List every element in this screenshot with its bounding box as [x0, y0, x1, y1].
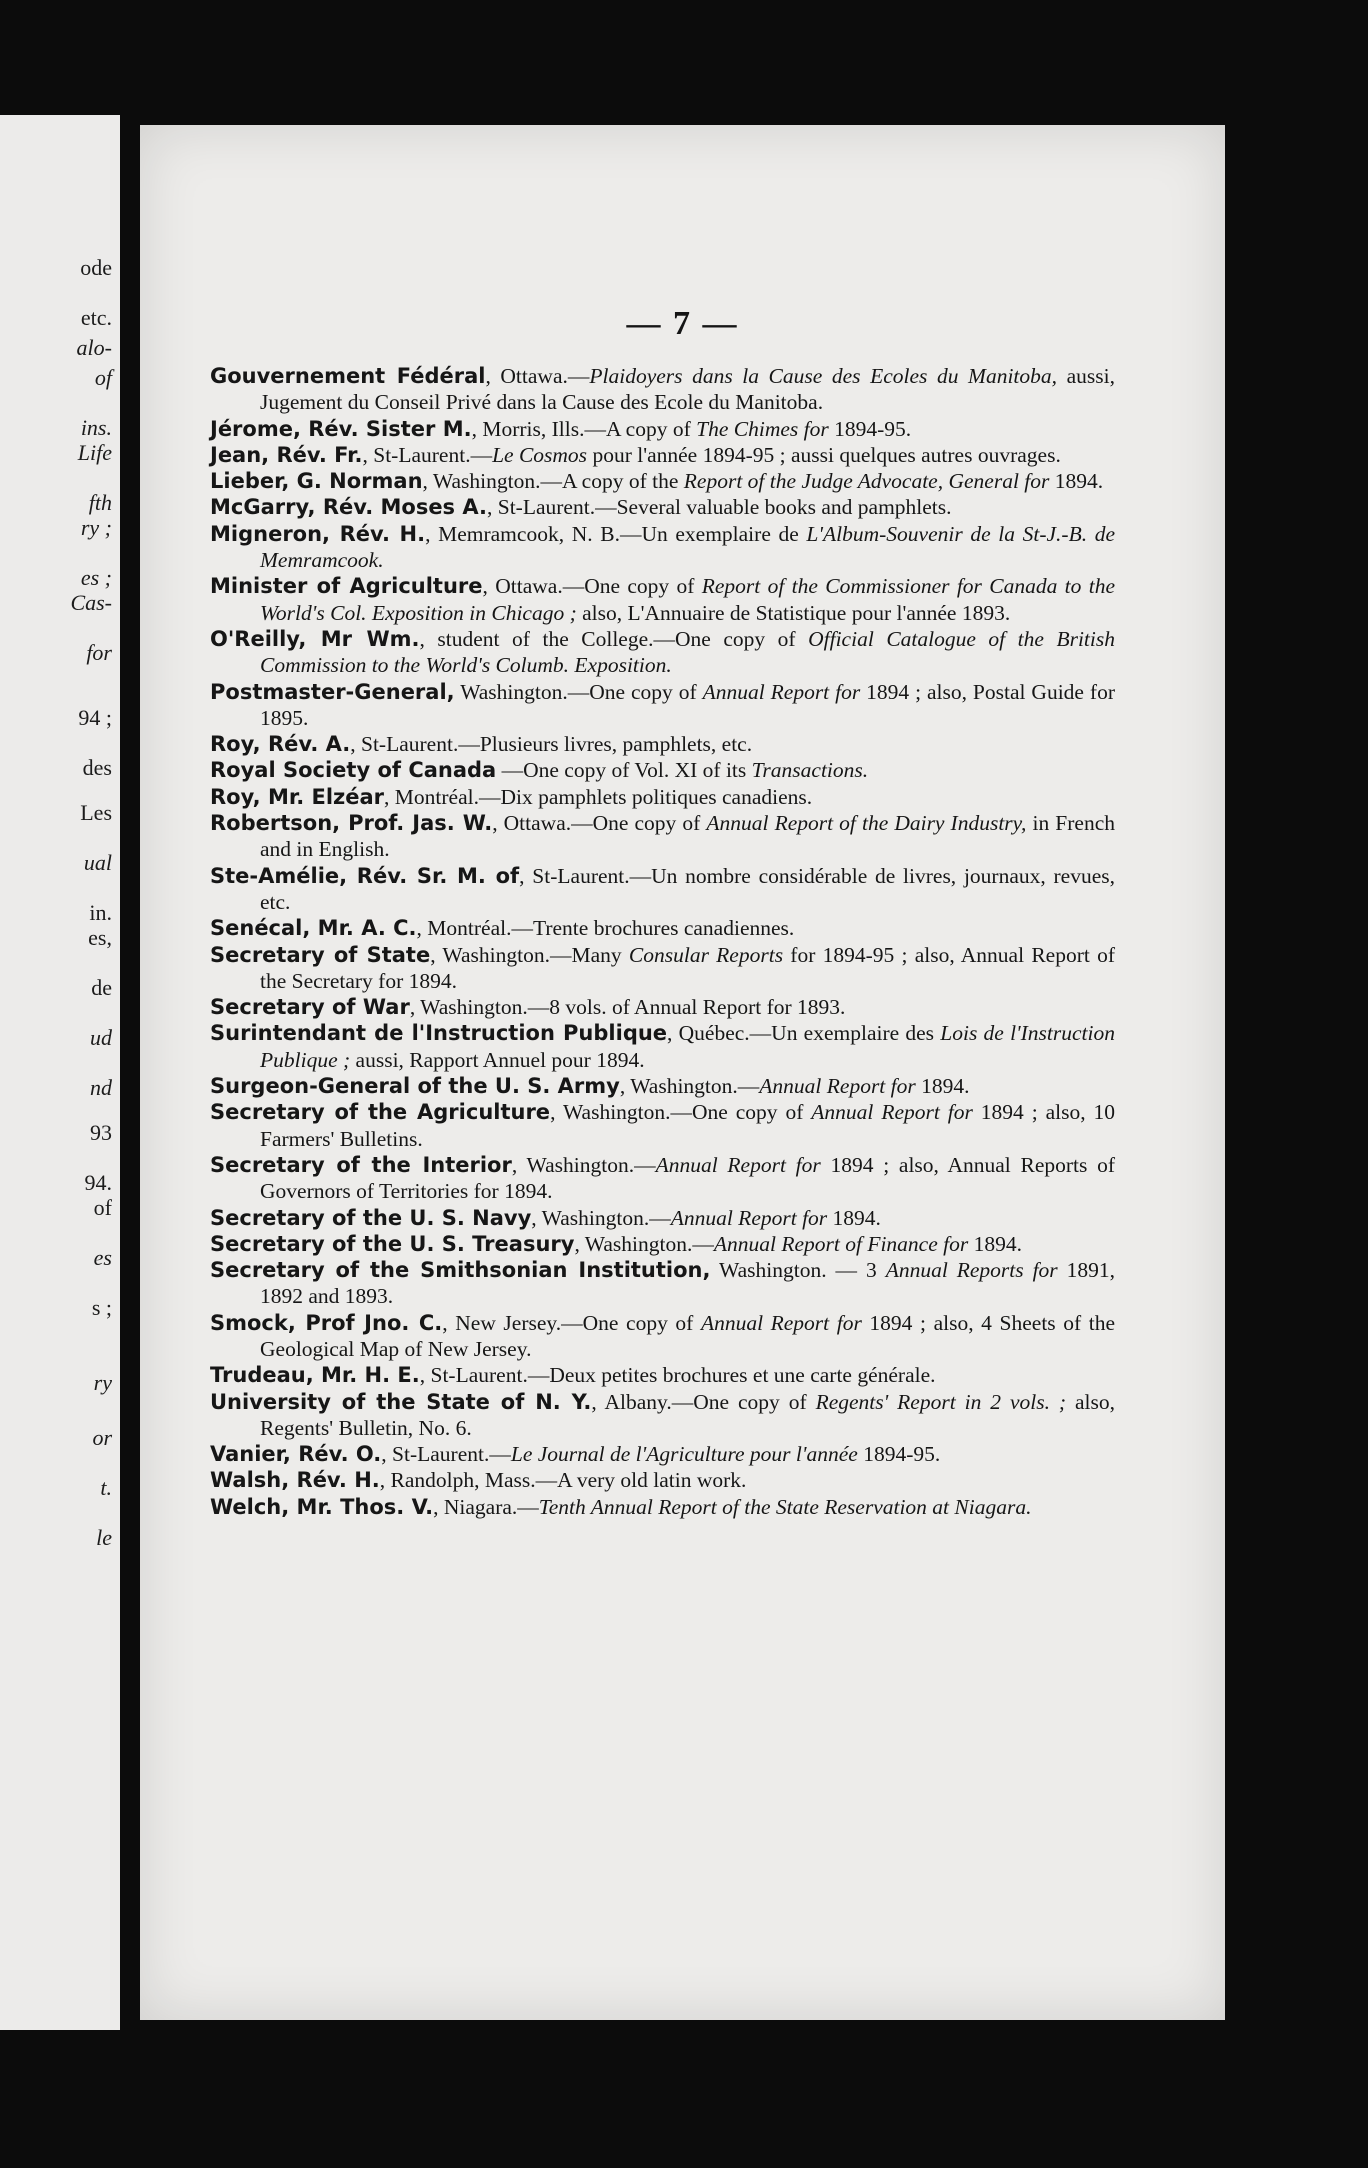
page — [140, 125, 1225, 2020]
entry-detail: , Washington.— — [574, 1231, 714, 1256]
entry-name: Welch, Mr. Thos. V. — [210, 1494, 434, 1519]
donor-list — [210, 363, 1115, 1520]
margin-fragment: ry ; — [80, 515, 112, 540]
entry-name: Royal Society of Canada — [210, 758, 497, 783]
donor-entry — [210, 1494, 1115, 1520]
margin-fragment: ud — [90, 1025, 112, 1050]
entry-work: Annual Report for — [700, 1310, 862, 1335]
entry-work: Annual Report for — [702, 679, 861, 704]
margin-fragment: Les — [80, 800, 112, 825]
entry-name: Smock, Prof Jno. C. — [210, 1310, 443, 1335]
entry-work: Transactions. — [751, 758, 869, 783]
entry-name: Secretary of the Agriculture — [210, 1100, 551, 1125]
entry-detail: Washington.—One copy of — [454, 679, 703, 704]
entry-detail: , Niagara.— — [433, 1494, 539, 1519]
entry-detail: Washington. — 3 — [710, 1258, 886, 1283]
margin-fragment: le — [96, 1525, 112, 1550]
donor-entry — [210, 1257, 1115, 1310]
entry-name: Secretary of the U. S. Treasury — [210, 1231, 575, 1256]
entry-rest: pour l'année 1894-95 ; aussi quelques autres ouvrages. — [587, 442, 1061, 467]
entry-work: The Chimes for — [696, 416, 829, 441]
entry-name: Secretary of State — [210, 942, 431, 967]
entry-rest: 1894 ; also, 4 Sheets of the Geological Map of New Jersey. — [260, 1310, 1116, 1361]
entry-detail: , St-Laurent.—Plusieurs livres, pamphlets, etc. — [350, 732, 753, 757]
entry-detail: , Washington.— — [619, 1074, 760, 1099]
entry-work: Regents' Report in 2 vols. ; — [815, 1389, 1067, 1414]
donor-entry — [210, 521, 1115, 574]
entry-rest: 1894-95. — [828, 416, 912, 441]
donor-entry — [210, 1231, 1115, 1257]
entry-detail: , Montréal.—Dix pamphlets politiques canadiens. — [384, 784, 813, 809]
donor-entry — [210, 442, 1115, 468]
entry-detail: , Montréal.—Trente brochures canadiennes. — [416, 916, 795, 941]
margin-fragment: 94. — [84, 1170, 112, 1195]
donor-entry — [210, 1020, 1115, 1073]
donor-entry — [210, 416, 1115, 442]
margin-fragment: or — [92, 1425, 112, 1450]
page-number: — 7 — — [626, 305, 739, 342]
entry-detail: , Québec.—Un exemplaire des — [667, 1021, 941, 1046]
entry-work: Annual Report for — [759, 1074, 916, 1099]
margin-fragment: fth — [88, 490, 112, 515]
donor-entry — [210, 1073, 1115, 1099]
entry-work: Annual Report for — [670, 1205, 828, 1230]
entry-name: Lieber, G. Norman — [210, 469, 423, 494]
entry-work: Consular Reports — [628, 942, 784, 967]
entry-rest: 1894 ; also, 10 Farmers' Bulletins. — [260, 1100, 1116, 1151]
entry-name: Surintendant de l'Instruction Publique — [210, 1021, 668, 1046]
entry-work: L'Album-Souvenir de la St-J.-B. de Memramcook. — [260, 521, 1115, 573]
entry-work: Tenth Annual Report of the State Reservation at Niagara. — [538, 1494, 1032, 1519]
margin-fragment: t. — [100, 1475, 112, 1500]
donor-entry — [210, 757, 1115, 783]
donor-entry — [210, 468, 1115, 494]
entry-name: Ste-Amélie, Rév. Sr. M. of — [210, 863, 520, 888]
donor-entry — [210, 994, 1115, 1020]
margin-fragment: es — [93, 1245, 112, 1270]
donor-entry — [210, 1389, 1115, 1442]
entry-name: Secretary of the U. S. Navy — [210, 1205, 532, 1230]
donor-entry — [210, 573, 1115, 626]
entry-work: Official Catalogue of the British Commission to the World's Columb. Exposition. — [260, 626, 1115, 678]
margin-fragment: alo- — [76, 335, 112, 360]
entry-work: Annual Reports for — [885, 1258, 1058, 1283]
entry-detail: , Washington.— — [531, 1205, 671, 1230]
margin-fragment: 94 ; — [78, 705, 112, 730]
entry-detail: , St-Laurent.—Un nombre considérable de livres, journaux, revues, etc. — [260, 863, 1115, 914]
entry-rest: 1894. — [968, 1231, 1022, 1256]
entry-name: Minister of Agriculture — [210, 574, 483, 599]
facing-page-edge — [0, 115, 120, 2030]
entry-work: Le Journal de l'Agriculture pour l'année — [510, 1442, 858, 1467]
margin-fragment: in. — [89, 900, 112, 925]
donor-entry — [210, 1362, 1115, 1388]
margin-fragment: nd — [90, 1075, 112, 1100]
entry-rest: 1894. — [1049, 469, 1104, 494]
margin-fragment: Life — [77, 440, 112, 465]
entry-rest: for 1894-95 ; also, Annual Report of the Secretary for 1894. — [260, 942, 1115, 993]
margin-fragment: ins. — [80, 415, 112, 440]
donor-entry — [210, 363, 1115, 416]
entry-rest: also, L'Annuaire de Statistique pour l'année 1893. — [576, 600, 1011, 625]
entry-work: Annual Report of the Dairy Industry, — [706, 811, 1027, 836]
margin-fragment: of — [94, 365, 112, 390]
donor-entry — [210, 1310, 1115, 1363]
entry-detail: , student of the College.—One copy of — [419, 626, 809, 651]
entry-name: Roy, Rév. A. — [210, 732, 351, 757]
entry-detail: , Washington.—One copy of — [550, 1100, 812, 1125]
entry-work: Lois de l'Instruction Publique ; — [260, 1021, 1115, 1072]
entry-name: Trudeau, Mr. H. E. — [210, 1363, 420, 1388]
margin-fragment: of — [93, 1195, 112, 1220]
entry-detail: , St-Laurent.—Deux petites brochures et une carte générale. — [419, 1363, 936, 1388]
entry-detail: , Ottawa.—One copy of — [482, 574, 702, 599]
entry-detail: , Ottawa.— — [485, 364, 590, 388]
entry-detail: , Randolph, Mass.—A very old latin work. — [379, 1468, 747, 1493]
entry-detail: , St-Laurent.—Several valuable books and pamphlets. — [487, 495, 952, 520]
entry-detail: , Washington.— — [511, 1152, 656, 1177]
donor-entry — [210, 1152, 1115, 1205]
margin-fragment: s ; — [91, 1295, 112, 1320]
margin-fragment: ry — [93, 1370, 112, 1395]
entry-rest: also, Regents' Bulletin, No. 6. — [260, 1389, 1116, 1440]
entry-rest: 1891, 1892 and 1893. — [260, 1258, 1115, 1309]
entry-detail: , Albany.—One copy of — [591, 1389, 816, 1414]
entry-name: Senécal, Mr. A. C. — [210, 916, 417, 941]
entry-detail: , Memramcook, N. B.—Un exemplaire de — [425, 521, 807, 546]
donor-entry — [210, 626, 1115, 679]
donor-entry — [210, 942, 1115, 995]
entry-rest: 1894-95. — [857, 1442, 941, 1467]
entry-name: Roy, Mr. Elzéar — [210, 784, 385, 809]
entry-name: Robertson, Prof. Jas. W. — [210, 811, 493, 836]
entry-work: Report of the Judge Advocate, General for — [683, 469, 1050, 494]
entry-detail: , New Jersey.—One copy of — [442, 1310, 701, 1335]
entry-rest: aussi, Rapport Annuel pour 1894. — [350, 1047, 645, 1072]
donor-entry — [210, 1099, 1115, 1152]
donor-entry — [210, 784, 1115, 810]
donor-entry — [210, 1205, 1115, 1231]
entry-name: Vanier, Rév. O. — [210, 1442, 382, 1467]
donor-entry — [210, 494, 1115, 520]
entry-rest: 1894 ; also, Annual Reports of Governors of Territories for 1894. — [260, 1152, 1115, 1204]
entry-rest: 1894. — [915, 1074, 970, 1099]
entry-rest: 1894. — [827, 1205, 881, 1230]
margin-fragment: es ; — [80, 565, 112, 590]
entry-detail: , Washington.—A copy of the — [422, 469, 684, 494]
entry-work: Le Cosmos — [492, 442, 588, 467]
margin-fragment: etc. — [80, 305, 112, 330]
entry-name: Walsh, Rév. H. — [210, 1468, 380, 1493]
entry-detail: , St-Laurent.— — [381, 1442, 511, 1467]
entry-name: Jean, Rév. Fr. — [210, 442, 363, 467]
entry-name: O'Reilly, Mr Wm. — [210, 626, 420, 651]
margin-fragment: 93 — [90, 1120, 112, 1145]
entry-name: Gouvernement Fédéral — [210, 364, 486, 388]
donor-entry — [210, 1441, 1115, 1467]
margin-fragment: des — [82, 755, 112, 780]
entry-rest: aussi, Jugement du Conseil Privé dans la Cause des Ecole du Manitoba. — [260, 364, 1115, 415]
entry-name: Jérome, Rév. Sister M. — [210, 416, 472, 441]
entry-name: Postmaster-General, — [210, 679, 455, 704]
entry-rest: 1894 ; also, Postal Guide for 1895. — [260, 679, 1115, 730]
margin-fragment: for — [86, 640, 112, 665]
entry-work: Report of the Commissioner for Canada to the World's Col. Exposition in Chicago ; — [260, 574, 1115, 625]
entry-detail: , Morris, Ills.—A copy of — [471, 416, 697, 441]
margin-fragment: ode — [80, 255, 112, 280]
margin-fragment: Cas- — [70, 590, 112, 615]
entry-name: Surgeon-General of the U. S. Army — [210, 1074, 620, 1099]
entry-work: Annual Report for — [655, 1152, 821, 1177]
entry-detail: , Washington.—Many — [430, 942, 629, 967]
entry-work: Annual Report of Finance for — [713, 1231, 969, 1256]
entry-work: Plaidoyers dans la Cause des Ecoles du Manitoba, — [589, 364, 1058, 388]
margin-fragment: ual — [83, 850, 112, 875]
margin-fragment: es, — [88, 925, 112, 950]
entry-name: Secretary of the Interior — [210, 1152, 512, 1177]
entry-name: Secretary of the Smithsonian Institution, — [210, 1258, 711, 1283]
donor-entry — [210, 1467, 1115, 1493]
donor-entry — [210, 863, 1115, 916]
margin-fragment: de — [91, 975, 112, 1000]
entry-work: Annual Report for — [811, 1100, 973, 1125]
donor-entry — [210, 915, 1115, 941]
entry-detail: , Washington.—8 vols. of Annual Report for 1893. — [409, 995, 846, 1020]
entry-name: Secretary of War — [210, 995, 410, 1020]
donor-entry — [210, 810, 1115, 863]
entry-detail: , St-Laurent.— — [362, 442, 493, 467]
donor-entry — [210, 679, 1115, 732]
entry-name: Migneron, Rév. H. — [210, 521, 426, 546]
entry-name: McGarry, Rév. Moses A. — [210, 495, 487, 520]
donor-entry — [210, 731, 1115, 757]
entry-name: University of the State of N. Y. — [210, 1389, 592, 1414]
entry-detail: —One copy of Vol. XI of its — [496, 758, 752, 783]
entry-detail: , Ottawa.—One copy of — [492, 811, 707, 836]
entry-rest: in French and in English. — [260, 811, 1116, 862]
